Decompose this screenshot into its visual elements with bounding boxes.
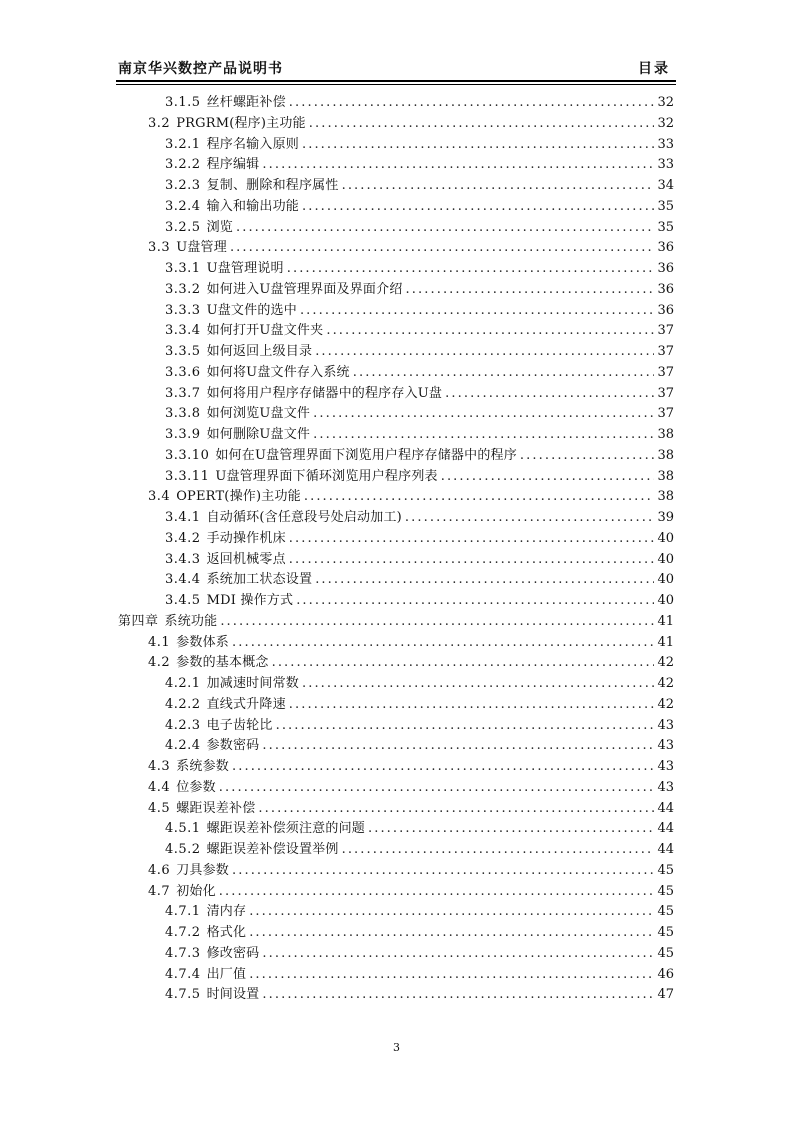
toc-entry-number: 3.2 <box>148 115 171 131</box>
toc-entry-page: 43 <box>657 759 674 774</box>
toc-dot-leader <box>236 218 654 239</box>
page-number: 3 <box>393 1041 400 1054</box>
toc-entry-title: 复制、删除和程序属性 <box>206 178 339 193</box>
toc-entry-title: 参数密码 <box>206 738 260 754</box>
toc-entry-title: U盘管理界面下循环浏览用户程序列表 <box>215 468 438 484</box>
toc-entry-title: 如何将用户程序存储器中的程序存入U盘 <box>206 385 443 401</box>
toc-entry-number: 3.3.8 <box>165 406 201 422</box>
toc-entry-number: 3.4.4 <box>165 572 201 588</box>
toc-entry-number: 3.3.7 <box>165 385 201 401</box>
toc-dot-leader <box>249 902 654 923</box>
toc-dot-leader <box>302 135 654 156</box>
toc-entry[interactable] <box>118 612 674 633</box>
toc-entry[interactable] <box>118 923 674 944</box>
toc-entry-number: 3.3.9 <box>165 427 201 442</box>
toc-entry[interactable] <box>118 570 674 591</box>
toc-entry-title: U盘文件的选中 <box>206 302 297 318</box>
toc-entry-number: 3.3 <box>148 240 171 256</box>
toc-entry-page: 39 <box>657 510 674 525</box>
toc-entry[interactable] <box>118 384 674 405</box>
toc-entry-page: 36 <box>657 261 674 276</box>
toc-entry-title: PRGRM(程序)主功能 <box>176 115 306 131</box>
toc-entry-title: 修改密码 <box>206 945 260 961</box>
toc-dot-leader <box>262 985 654 1006</box>
toc-dot-leader <box>313 404 654 425</box>
toc-entry-page: 45 <box>657 925 674 940</box>
toc-dot-leader <box>219 882 655 903</box>
toc-entry-title: 清内存 <box>206 904 247 920</box>
toc-entry[interactable] <box>118 965 674 986</box>
toc-entry-number: 3.4.2 <box>165 530 201 546</box>
toc-entry-title: 螺距误差补偿 <box>176 800 256 816</box>
toc-entry-number: 4.5 <box>148 800 171 816</box>
header-rule-thin <box>116 84 676 85</box>
toc-dot-leader <box>289 550 655 571</box>
toc-entry-page: 46 <box>657 966 674 982</box>
toc-entry-title: 系统加工状态设置 <box>206 572 313 588</box>
toc-dot-leader <box>441 467 655 488</box>
toc-dot-leader <box>230 238 655 259</box>
toc-entry-number: 4.2 <box>148 655 171 671</box>
toc-dot-leader <box>342 840 655 861</box>
toc-entry-number: 3.4.1 <box>165 510 201 525</box>
toc-dot-leader <box>302 197 654 218</box>
toc-entry-number: 3.3.6 <box>165 364 201 380</box>
toc-entry[interactable] <box>118 778 674 799</box>
toc-entry-page: 43 <box>657 717 674 733</box>
toc-entry-number: 3.3.4 <box>165 323 201 339</box>
toc-entry-number: 3.3.1 <box>165 261 201 276</box>
toc-entry-page: 45 <box>657 904 674 920</box>
toc-dot-leader <box>405 508 655 529</box>
header-document-title: 南京华兴数控产品说明书 <box>118 61 283 77</box>
toc-dot-leader <box>219 778 655 799</box>
toc-entry[interactable] <box>118 819 674 840</box>
toc-dot-leader <box>313 425 654 446</box>
toc-dot-leader <box>300 301 655 322</box>
toc-entry[interactable] <box>118 633 674 654</box>
toc-entry-page: 37 <box>657 385 674 401</box>
toc-entry[interactable] <box>118 425 674 446</box>
toc-entry-page: 35 <box>657 219 674 235</box>
toc-entry-number: 4.4 <box>148 779 171 795</box>
toc-entry-page: 44 <box>657 800 674 816</box>
toc-entry-title: 参数的基本概念 <box>176 655 269 671</box>
toc-entry-page: 36 <box>657 302 674 318</box>
toc-dot-leader <box>353 363 655 384</box>
toc-entry-title: 浏览 <box>206 219 233 235</box>
toc-entry-number: 3.4.5 <box>165 593 201 608</box>
toc-entry[interactable] <box>118 799 674 820</box>
toc-entry-page: 38 <box>657 489 674 505</box>
toc-entry-number: 3.3.2 <box>165 281 201 297</box>
toc-entry-page: 45 <box>657 862 674 878</box>
toc-entry-page: 44 <box>657 821 674 837</box>
toc-entry[interactable] <box>118 902 674 923</box>
toc-entry-page: 45 <box>657 945 674 961</box>
toc-entry-title: 系统参数 <box>176 759 229 774</box>
toc-entry[interactable] <box>118 93 674 114</box>
toc-entry[interactable] <box>118 716 674 737</box>
toc-entry-number: 4.2.2 <box>165 696 201 712</box>
toc-entry[interactable] <box>118 674 674 695</box>
toc-entry-number: 4.1 <box>148 634 171 650</box>
toc-dot-leader <box>276 716 655 737</box>
toc-entry-number: 4.7.3 <box>165 945 201 961</box>
toc-entry-number: 4.7 <box>148 883 171 899</box>
toc-entry-title: 出厂值 <box>206 966 247 982</box>
toc-entry-title: 格式化 <box>206 925 247 940</box>
toc-entry-page: 38 <box>657 427 674 442</box>
toc-entry-page: 41 <box>657 634 674 650</box>
toc-entry[interactable] <box>118 135 674 156</box>
toc-entry[interactable] <box>118 197 674 218</box>
toc-dot-leader <box>445 384 654 405</box>
toc-entry[interactable] <box>118 529 674 550</box>
toc-entry[interactable] <box>118 363 674 384</box>
toc-entry[interactable] <box>118 280 674 301</box>
toc-dot-leader <box>406 280 655 301</box>
toc-entry[interactable] <box>118 218 674 239</box>
toc-entry[interactable] <box>118 301 674 322</box>
toc-entry[interactable] <box>118 176 674 197</box>
toc-entry-number: 4.7.2 <box>165 925 201 940</box>
toc-entry[interactable] <box>118 238 674 259</box>
toc-entry-page: 42 <box>657 676 674 691</box>
toc-entry-page: 40 <box>657 593 674 608</box>
toc-entry[interactable] <box>118 591 674 612</box>
toc-dot-leader <box>287 259 655 280</box>
toc-entry[interactable] <box>118 321 674 342</box>
toc-entry-number: 4.7.4 <box>165 966 201 982</box>
header-rule <box>116 80 676 82</box>
toc-entry-title: 直线式升降速 <box>206 696 286 712</box>
toc-entry-number: 3.2.3 <box>165 178 201 193</box>
toc-entry-title: 输入和输出功能 <box>206 198 299 214</box>
toc-entry-title: 自动循环(含任意段号处启动加工) <box>206 510 402 525</box>
table-of-contents <box>118 93 674 1006</box>
toc-entry-number: 4.2.4 <box>165 738 201 754</box>
toc-entry-number: 3.3.3 <box>165 302 201 318</box>
toc-dot-leader <box>232 757 654 778</box>
toc-entry-title: 程序编辑 <box>206 157 260 173</box>
toc-entry[interactable] <box>118 467 674 488</box>
toc-entry-number: 4.6 <box>148 862 171 878</box>
toc-entry-page: 37 <box>657 364 674 380</box>
toc-dot-leader <box>302 674 654 695</box>
page-header <box>118 58 674 78</box>
toc-entry-number: 3.3.5 <box>165 344 201 359</box>
toc-entry-number: 3.2.2 <box>165 157 201 173</box>
toc-entry-title: U盘管理 <box>176 240 227 256</box>
toc-entry-page: 37 <box>657 344 674 359</box>
toc-dot-leader <box>272 653 655 674</box>
toc-entry-page: 45 <box>657 883 674 899</box>
toc-entry-page: 40 <box>657 551 674 567</box>
toc-entry-title: 返回机械零点 <box>206 551 286 567</box>
toc-entry[interactable] <box>118 840 674 861</box>
toc-dot-leader <box>249 923 654 944</box>
toc-entry-number: 3.2.5 <box>165 219 201 235</box>
toc-entry-page: 47 <box>657 987 674 1003</box>
toc-dot-leader <box>232 861 654 882</box>
toc-entry-title: 如何在U盘管理界面下浏览用户程序存储器中的程序 <box>215 447 517 463</box>
toc-entry-page: 42 <box>657 655 674 671</box>
toc-entry-page: 35 <box>657 198 674 214</box>
toc-entry[interactable] <box>118 736 674 757</box>
toc-entry-number: 3.4 <box>148 489 171 505</box>
toc-entry-page: 33 <box>657 136 674 152</box>
toc-entry-title: 参数体系 <box>176 634 229 650</box>
toc-entry-title: U盘管理说明 <box>206 261 284 276</box>
toc-entry-number: 第四章 <box>118 613 159 629</box>
toc-dot-leader <box>368 819 654 840</box>
toc-entry[interactable] <box>118 695 674 716</box>
toc-entry[interactable] <box>118 487 674 508</box>
toc-entry-number: 3.2.4 <box>165 198 201 214</box>
toc-entry-page: 42 <box>657 696 674 712</box>
toc-entry-title: 刀具参数 <box>176 862 229 878</box>
toc-entry-page: 32 <box>657 95 674 110</box>
toc-entry-title: 如何进入U盘管理界面及界面介绍 <box>206 281 403 297</box>
toc-entry-title: 如何返回上级目录 <box>206 344 313 359</box>
toc-entry-number: 4.5.2 <box>165 842 201 857</box>
toc-entry-number: 4.2.3 <box>165 717 201 733</box>
toc-entry-page: 41 <box>657 613 674 629</box>
toc-entry-page: 40 <box>657 572 674 588</box>
toc-entry[interactable] <box>118 757 674 778</box>
toc-dot-leader <box>249 965 654 986</box>
toc-entry-title: 电子齿轮比 <box>206 717 273 733</box>
toc-entry-page: 38 <box>657 468 674 484</box>
toc-dot-leader <box>315 342 654 363</box>
toc-dot-leader <box>232 633 654 654</box>
toc-dot-leader <box>262 155 654 176</box>
header-section-title: 目录 <box>638 61 670 77</box>
toc-entry[interactable] <box>118 446 674 467</box>
toc-entry-title: 螺距误差补偿须注意的问题 <box>206 821 365 837</box>
toc-dot-leader <box>342 176 655 197</box>
toc-entry-title: 时间设置 <box>206 987 260 1003</box>
toc-dot-leader <box>220 612 654 633</box>
toc-entry-number: 3.2.1 <box>165 136 201 152</box>
toc-entry-title: MDI 操作方式 <box>206 593 294 608</box>
toc-entry[interactable] <box>118 342 674 363</box>
toc-entry-page: 34 <box>657 178 674 193</box>
toc-entry-page: 33 <box>657 157 674 173</box>
toc-entry-title: 如何将U盘文件存入系统 <box>206 364 350 380</box>
toc-entry-title: 手动操作机床 <box>206 530 286 546</box>
toc-dot-leader <box>262 944 654 965</box>
toc-entry-page: 36 <box>657 281 674 297</box>
toc-entry-page: 40 <box>657 530 674 546</box>
toc-entry[interactable] <box>118 155 674 176</box>
toc-entry-page: 43 <box>657 738 674 754</box>
toc-entry-title: 如何浏览U盘文件 <box>206 406 311 422</box>
toc-entry-page: 32 <box>657 115 674 131</box>
toc-dot-leader <box>289 93 655 114</box>
toc-entry-title: 位参数 <box>176 779 216 795</box>
toc-entry-number: 3.3.10 <box>165 447 210 463</box>
toc-entry-number: 4.7.5 <box>165 987 201 1003</box>
toc-entry[interactable] <box>118 550 674 571</box>
toc-entry-page: 43 <box>657 779 674 795</box>
toc-entry-number: 4.2.1 <box>165 676 201 691</box>
toc-entry-number: 3.3.11 <box>165 468 210 484</box>
toc-dot-leader <box>304 487 655 508</box>
toc-entry-title: 如何删除U盘文件 <box>206 427 311 442</box>
toc-entry-title: 螺距误差补偿设置举例 <box>206 842 339 857</box>
toc-entry[interactable] <box>118 861 674 882</box>
toc-dot-leader <box>520 446 655 467</box>
toc-entry-page: 36 <box>657 240 674 256</box>
toc-dot-leader <box>326 321 654 342</box>
toc-entry-title: 加减速时间常数 <box>206 676 299 691</box>
toc-dot-leader <box>289 529 655 550</box>
toc-dot-leader <box>258 799 654 820</box>
toc-entry-title: 如何打开U盘文件夹 <box>206 323 324 339</box>
toc-entry-page: 37 <box>657 406 674 422</box>
toc-entry[interactable] <box>118 404 674 425</box>
toc-dot-leader <box>315 570 654 591</box>
toc-dot-leader <box>309 114 655 135</box>
toc-entry-title: OPERT(操作)主功能 <box>176 489 301 505</box>
toc-entry[interactable] <box>118 944 674 965</box>
toc-entry-number: 4.3 <box>148 759 171 774</box>
toc-dot-leader <box>262 736 654 757</box>
toc-entry[interactable] <box>118 259 674 280</box>
toc-entry[interactable] <box>118 508 674 529</box>
toc-entry-title: 初始化 <box>176 883 216 899</box>
toc-entry-title: 丝杆螺距补偿 <box>206 95 286 110</box>
toc-entry[interactable] <box>118 882 674 903</box>
toc-entry-number: 3.4.3 <box>165 551 201 567</box>
toc-entry[interactable] <box>118 653 674 674</box>
toc-entry[interactable] <box>118 114 674 135</box>
toc-entry-page: 44 <box>657 842 674 857</box>
toc-dot-leader <box>289 695 655 716</box>
toc-entry-title: 程序名输入原则 <box>206 136 299 152</box>
toc-entry-page: 37 <box>657 323 674 339</box>
toc-dot-leader <box>296 591 654 612</box>
toc-entry-number: 4.5.1 <box>165 821 201 837</box>
toc-entry[interactable] <box>118 985 674 1006</box>
toc-entry-number: 3.1.5 <box>165 95 201 110</box>
toc-entry-number: 4.7.1 <box>165 904 201 920</box>
toc-entry-page: 38 <box>657 447 674 463</box>
toc-entry-title: 系统功能 <box>164 613 218 629</box>
